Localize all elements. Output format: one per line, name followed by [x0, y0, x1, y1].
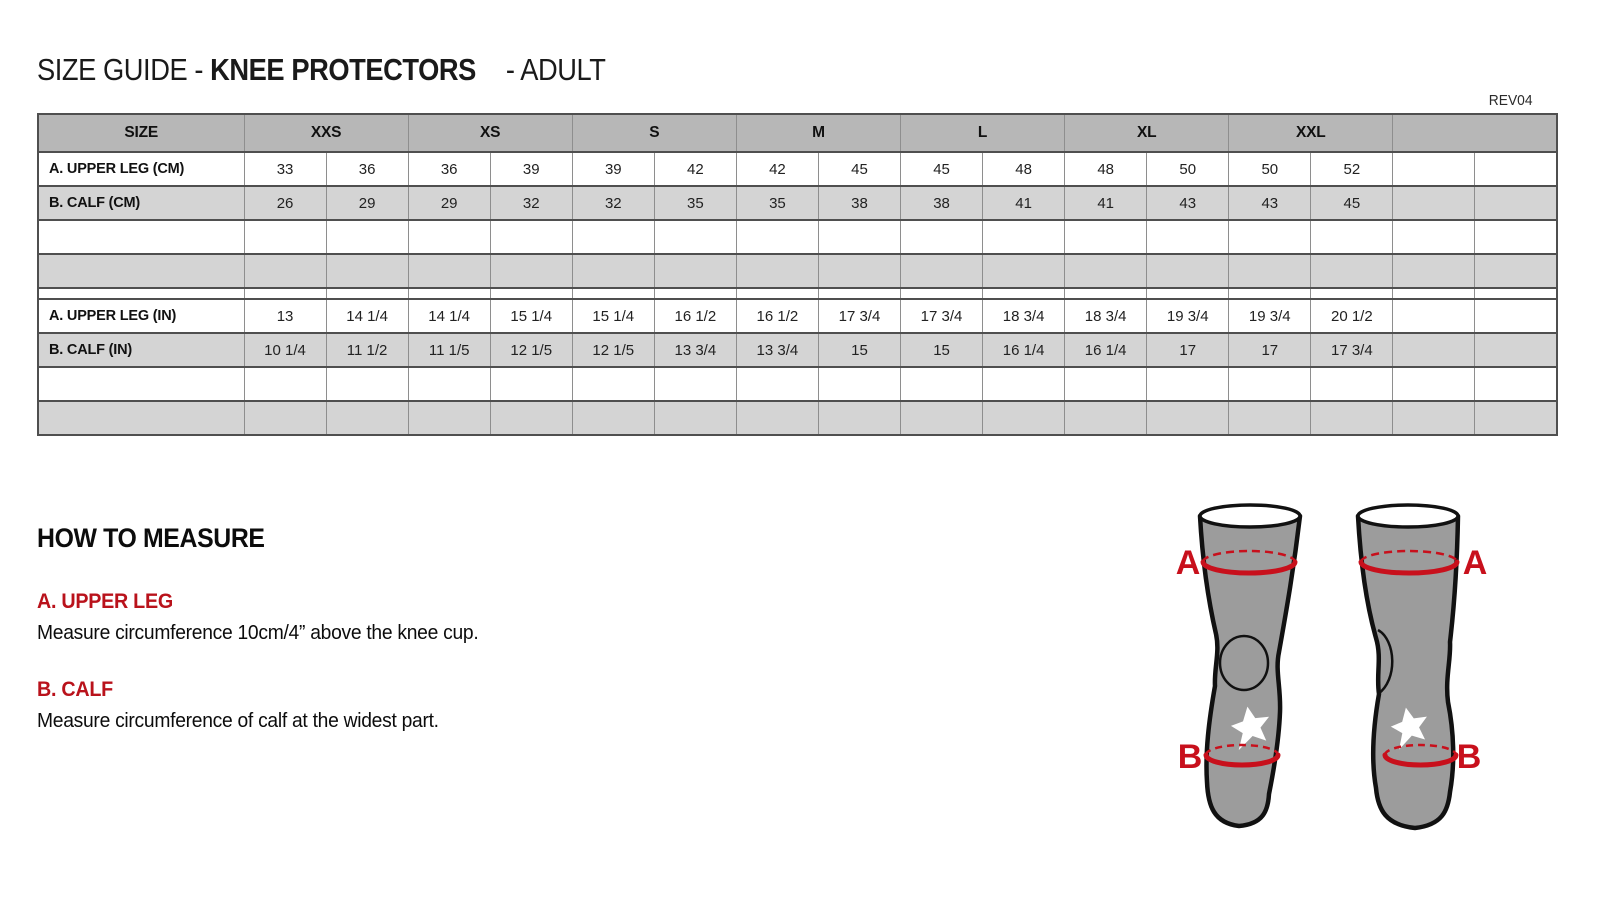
- measurement-label-b: B: [1456, 738, 1482, 776]
- value-cell: 15 1/4: [572, 299, 654, 333]
- value-cell: 29: [408, 186, 490, 220]
- value-cell: 32: [490, 186, 572, 220]
- value-cell: [901, 401, 983, 435]
- value-cell: [983, 401, 1065, 435]
- value-cell: [654, 254, 736, 288]
- row-label-cell: [38, 220, 244, 254]
- value-cell: 48: [1065, 152, 1147, 186]
- value-cell: [244, 254, 326, 288]
- value-cell: 48: [983, 152, 1065, 186]
- value-cell: [326, 367, 408, 401]
- value-cell: [1475, 333, 1557, 367]
- value-cell: [901, 288, 983, 299]
- value-cell: [736, 401, 818, 435]
- how-to-measure-section: [37, 523, 677, 766]
- value-cell: [1475, 367, 1557, 401]
- value-cell: [326, 254, 408, 288]
- page-title: [37, 52, 605, 88]
- value-cell: 13: [244, 299, 326, 333]
- value-cell: [1147, 367, 1229, 401]
- value-cell: [1393, 367, 1475, 401]
- value-cell: 13 3/4: [736, 333, 818, 367]
- value-cell: [408, 288, 490, 299]
- size-table: [37, 113, 1558, 436]
- value-cell: [654, 220, 736, 254]
- row-label-cell: [38, 401, 244, 435]
- value-cell: [572, 254, 654, 288]
- value-cell: 16 1/2: [736, 299, 818, 333]
- value-cell: 38: [818, 186, 900, 220]
- revision-label: REV04: [1489, 92, 1533, 109]
- value-cell: 14 1/4: [408, 299, 490, 333]
- value-cell: [818, 220, 900, 254]
- value-cell: [983, 220, 1065, 254]
- value-cell: [1475, 299, 1557, 333]
- value-cell: 35: [654, 186, 736, 220]
- size-group-header: XXL: [1229, 114, 1393, 152]
- value-cell: 16 1/4: [983, 333, 1065, 367]
- value-cell: [736, 254, 818, 288]
- right-sleeve-body: [1358, 516, 1458, 828]
- table-spacer-row: [38, 288, 1557, 299]
- value-cell: [1147, 220, 1229, 254]
- value-cell: 45: [818, 152, 900, 186]
- value-cell: 15: [901, 333, 983, 367]
- size-group-header: [1393, 114, 1557, 152]
- left-sleeve-opening: [1200, 505, 1300, 527]
- value-cell: 11 1/2: [326, 333, 408, 367]
- value-cell: 17: [1147, 333, 1229, 367]
- value-cell: [572, 220, 654, 254]
- value-cell: [1065, 220, 1147, 254]
- value-cell: [408, 401, 490, 435]
- value-cell: [983, 288, 1065, 299]
- value-cell: [1065, 288, 1147, 299]
- value-cell: [326, 220, 408, 254]
- value-cell: [1475, 401, 1557, 435]
- value-cell: [1229, 401, 1311, 435]
- value-cell: 29: [326, 186, 408, 220]
- left-sleeve-body: [1200, 516, 1300, 826]
- right-knee-sleeve: [1358, 505, 1487, 828]
- value-cell: 17: [1229, 333, 1311, 367]
- value-cell: [572, 288, 654, 299]
- measure-item-text: Measure circumference 10cm/4” above the knee cup.: [37, 621, 479, 644]
- value-cell: [408, 367, 490, 401]
- value-cell: [1311, 367, 1393, 401]
- value-cell: [1475, 254, 1557, 288]
- value-cell: [490, 367, 572, 401]
- table-row: [38, 333, 1557, 367]
- value-cell: 41: [1065, 186, 1147, 220]
- left-knee-sleeve: [1176, 505, 1300, 826]
- size-group-header: S: [572, 114, 736, 152]
- value-cell: [1393, 288, 1475, 299]
- value-cell: [572, 367, 654, 401]
- value-cell: [901, 254, 983, 288]
- value-cell: 50: [1147, 152, 1229, 186]
- value-cell: [326, 288, 408, 299]
- value-cell: [1065, 401, 1147, 435]
- value-cell: 36: [408, 152, 490, 186]
- value-cell: 38: [901, 186, 983, 220]
- value-cell: 17 3/4: [1311, 333, 1393, 367]
- size-group-header: XXS: [244, 114, 408, 152]
- table-row: [38, 152, 1557, 186]
- value-cell: 15: [818, 333, 900, 367]
- value-cell: 12 1/5: [490, 333, 572, 367]
- value-cell: [1311, 288, 1393, 299]
- value-cell: 50: [1229, 152, 1311, 186]
- value-cell: [654, 401, 736, 435]
- value-cell: [901, 367, 983, 401]
- value-cell: 39: [490, 152, 572, 186]
- value-cell: 43: [1229, 186, 1311, 220]
- how-to-measure-heading: HOW TO MEASURE: [37, 523, 265, 553]
- table-row: [38, 299, 1557, 333]
- value-cell: [983, 254, 1065, 288]
- value-cell: [1475, 152, 1557, 186]
- value-cell: [244, 220, 326, 254]
- value-cell: 42: [654, 152, 736, 186]
- value-cell: 15 1/4: [490, 299, 572, 333]
- value-cell: [654, 367, 736, 401]
- right-sleeve-opening: [1358, 505, 1458, 527]
- value-cell: 17 3/4: [901, 299, 983, 333]
- row-label-cell: B. CALF (IN): [38, 333, 244, 367]
- measure-item-calf: [37, 678, 677, 733]
- value-cell: [1393, 333, 1475, 367]
- value-cell: 20 1/2: [1311, 299, 1393, 333]
- value-cell: 17 3/4: [818, 299, 900, 333]
- measure-item-title: A. UPPER LEG: [37, 590, 173, 613]
- value-cell: [1393, 186, 1475, 220]
- measure-item-upper-leg: [37, 590, 677, 645]
- value-cell: [818, 288, 900, 299]
- value-cell: [983, 367, 1065, 401]
- value-cell: 45: [1311, 186, 1393, 220]
- value-cell: [244, 401, 326, 435]
- size-group-header: L: [901, 114, 1065, 152]
- value-cell: [1065, 367, 1147, 401]
- size-table-wrap: [37, 113, 1558, 436]
- value-cell: [1475, 288, 1557, 299]
- knee-diagram: [1128, 480, 1598, 902]
- value-cell: [572, 401, 654, 435]
- value-cell: [1065, 254, 1147, 288]
- size-group-header: XL: [1065, 114, 1229, 152]
- value-cell: 45: [901, 152, 983, 186]
- value-cell: [408, 254, 490, 288]
- value-cell: [490, 401, 572, 435]
- value-cell: 33: [244, 152, 326, 186]
- page-title-product: KNEE PROTECTORS: [210, 52, 476, 87]
- table-header-row: [38, 114, 1557, 152]
- value-cell: 52: [1311, 152, 1393, 186]
- value-cell: [1311, 254, 1393, 288]
- table-row: [38, 186, 1557, 220]
- value-cell: 11 1/5: [408, 333, 490, 367]
- page-title-suffix: - ADULT: [505, 52, 606, 87]
- table-spacer-row: [38, 220, 1557, 254]
- measure-item-title: B. CALF: [37, 678, 113, 701]
- value-cell: [1393, 220, 1475, 254]
- value-cell: [490, 220, 572, 254]
- value-cell: [1229, 254, 1311, 288]
- value-cell: 18 3/4: [1065, 299, 1147, 333]
- value-cell: 16 1/2: [654, 299, 736, 333]
- value-cell: [901, 220, 983, 254]
- value-cell: [736, 367, 818, 401]
- value-cell: [244, 288, 326, 299]
- value-cell: 18 3/4: [983, 299, 1065, 333]
- value-cell: 41: [983, 186, 1065, 220]
- value-cell: [1147, 401, 1229, 435]
- size-group-header: XS: [408, 114, 572, 152]
- page-title-prefix: SIZE GUIDE -: [37, 52, 204, 87]
- measurement-label-a: A: [1462, 544, 1488, 582]
- value-cell: 39: [572, 152, 654, 186]
- value-cell: 43: [1147, 186, 1229, 220]
- value-cell: 42: [736, 152, 818, 186]
- value-cell: [736, 220, 818, 254]
- value-cell: 10 1/4: [244, 333, 326, 367]
- value-cell: [654, 288, 736, 299]
- value-cell: [1229, 367, 1311, 401]
- value-cell: [818, 367, 900, 401]
- value-cell: [490, 288, 572, 299]
- table-spacer-row: [38, 367, 1557, 401]
- value-cell: [408, 220, 490, 254]
- value-cell: [818, 401, 900, 435]
- row-label-cell: A. UPPER LEG (CM): [38, 152, 244, 186]
- row-label-cell: [38, 367, 244, 401]
- value-cell: 19 3/4: [1147, 299, 1229, 333]
- row-label-cell: [38, 254, 244, 288]
- value-cell: [1229, 220, 1311, 254]
- value-cell: [1393, 254, 1475, 288]
- value-cell: 16 1/4: [1065, 333, 1147, 367]
- measurement-label-a: A: [1175, 544, 1201, 582]
- measurement-label-b: B: [1177, 738, 1203, 776]
- table-spacer-row: [38, 401, 1557, 435]
- size-group-header: M: [736, 114, 900, 152]
- value-cell: [1229, 288, 1311, 299]
- value-cell: [1475, 220, 1557, 254]
- value-cell: [1147, 254, 1229, 288]
- row-label-cell: A. UPPER LEG (IN): [38, 299, 244, 333]
- measure-item-text: Measure circumference of calf at the widest part.: [37, 709, 439, 732]
- value-cell: 14 1/4: [326, 299, 408, 333]
- row-label-cell: [38, 288, 244, 299]
- value-cell: [1393, 299, 1475, 333]
- table-spacer-row: [38, 254, 1557, 288]
- value-cell: [1393, 152, 1475, 186]
- value-cell: [1393, 401, 1475, 435]
- value-cell: [1475, 186, 1557, 220]
- value-cell: 35: [736, 186, 818, 220]
- value-cell: [1311, 220, 1393, 254]
- value-cell: [736, 288, 818, 299]
- row-label-cell: B. CALF (CM): [38, 186, 244, 220]
- value-cell: 32: [572, 186, 654, 220]
- value-cell: 26: [244, 186, 326, 220]
- value-cell: 13 3/4: [654, 333, 736, 367]
- value-cell: [326, 401, 408, 435]
- value-cell: [1311, 401, 1393, 435]
- value-cell: [244, 367, 326, 401]
- value-cell: [1147, 288, 1229, 299]
- value-cell: 36: [326, 152, 408, 186]
- size-header-cell: SIZE: [38, 114, 244, 152]
- value-cell: [818, 254, 900, 288]
- value-cell: 12 1/5: [572, 333, 654, 367]
- value-cell: [490, 254, 572, 288]
- value-cell: 19 3/4: [1229, 299, 1311, 333]
